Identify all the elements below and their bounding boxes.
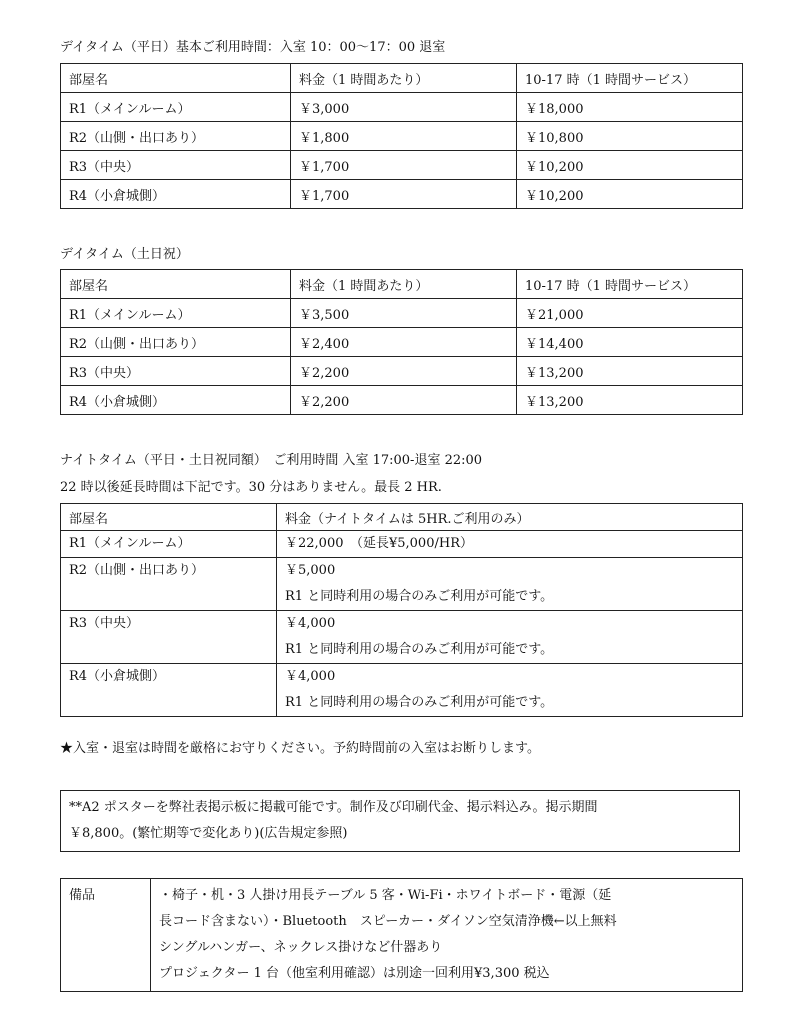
night-section-title: ナイトタイム（平日・土日祝同額） ご利用時間 入室 17:00-退室 22:00	[60, 453, 483, 468]
day-package-cell: ￥21,000	[517, 299, 743, 328]
table-row	[61, 611, 743, 664]
day-package-cell: ￥14,400	[517, 328, 743, 357]
room-name-cell: R1（メインルーム）	[61, 93, 291, 122]
table-row	[61, 93, 743, 122]
day-package-cell: ￥18,000	[517, 93, 743, 122]
room-name-cell: R1（メインルーム）	[61, 299, 291, 328]
table-row	[61, 299, 743, 328]
hourly-rate-cell: ￥3,000	[291, 93, 517, 122]
poster-notice-box	[60, 790, 740, 852]
weekday-rate-table	[60, 63, 743, 209]
room-name-cell: R3（中央）	[61, 611, 277, 664]
table-row	[61, 180, 743, 209]
table-row	[61, 357, 743, 386]
room-name-cell: R3（中央）	[61, 357, 291, 386]
entry-exit-notice: ★入室・退室は時間を厳格にお守りください。予約時間前の入室はお断りします。	[60, 741, 540, 756]
holiday-section-title: デイタイム（土日祝）	[60, 247, 189, 262]
night-section-subtitle: 22 時以後延長時間は下記です。30 分はありません。最長 2 HR.	[60, 480, 442, 495]
night-rate-cell	[277, 558, 743, 611]
holiday-rate-table	[60, 269, 743, 415]
column-header: 10-17 時（1 時間サービス）	[517, 64, 743, 93]
room-name-cell: R2（山側・出口あり）	[61, 558, 277, 611]
night-rate-price: ￥22,000 （延長¥5,000/HR）	[285, 536, 473, 551]
room-name-cell: R4（小倉城側）	[61, 386, 291, 415]
table-row	[61, 122, 743, 151]
column-header: 部屋名	[61, 270, 291, 299]
night-rate-table	[60, 503, 743, 717]
column-header: 料金（ナイトタイムは 5HR.ご利用のみ）	[277, 504, 743, 531]
weekday-section-title: デイタイム（平日）基本ご利用時間：入室 10：00～17：00 退室	[60, 40, 446, 55]
equipment-label: 備品	[61, 879, 151, 992]
table-row	[61, 328, 743, 357]
night-rate-price: ￥4,000	[285, 669, 336, 684]
night-rate-condition: R1 と同時利用の場合のみご利用が可能です。	[285, 695, 554, 710]
night-rate-price: ￥4,000	[285, 616, 336, 631]
room-name-cell: R1（メインルーム）	[61, 531, 277, 558]
night-rate-cell	[277, 611, 743, 664]
hourly-rate-cell: ￥3,500	[291, 299, 517, 328]
hourly-rate-cell: ￥2,400	[291, 328, 517, 357]
column-header: 10-17 時（1 時間サービス）	[517, 270, 743, 299]
equipment-line: シングルハンガー、ネックレス掛けなど什器あり	[159, 940, 443, 955]
night-rate-condition: R1 と同時利用の場合のみご利用が可能です。	[285, 642, 554, 657]
column-header: 料金（1 時間あたり）	[291, 270, 517, 299]
equipment-line: プロジェクター 1 台（他室利用確認）は別途一回利用¥3,300 税込	[159, 966, 550, 981]
hourly-rate-cell: ￥1,700	[291, 151, 517, 180]
room-name-cell: R3（中央）	[61, 151, 291, 180]
room-name-cell: R4（小倉城側）	[61, 664, 277, 717]
table-row	[61, 151, 743, 180]
column-header: 部屋名	[61, 64, 291, 93]
equipment-list	[151, 879, 743, 992]
night-rate-cell	[277, 531, 743, 558]
room-name-cell: R4（小倉城側）	[61, 180, 291, 209]
table-header-row	[61, 270, 743, 299]
equipment-table	[60, 878, 743, 992]
night-rate-price: ￥5,000	[285, 563, 336, 578]
day-package-cell: ￥10,200	[517, 180, 743, 209]
poster-notice-line: **A2 ポスターを弊社表掲示板に掲載可能です。制作及び印刷代金、掲示料込み。掲示期間	[69, 800, 598, 815]
column-header: 料金（1 時間あたり）	[291, 64, 517, 93]
table-header-row	[61, 64, 743, 93]
equipment-row	[61, 879, 743, 992]
day-package-cell: ￥10,200	[517, 151, 743, 180]
room-name-cell: R2（山側・出口あり）	[61, 122, 291, 151]
equipment-line: ・椅子・机・3 人掛け用長テーブル 5 客・Wi-Fi・ホワイトボード・電源（延	[159, 888, 612, 903]
poster-notice-line: ￥8,800。(繁忙期等で変化あり)(広告規定参照)	[69, 826, 348, 841]
night-rate-condition: R1 と同時利用の場合のみご利用が可能です。	[285, 589, 554, 604]
hourly-rate-cell: ￥2,200	[291, 386, 517, 415]
table-header-row	[61, 504, 743, 531]
hourly-rate-cell: ￥1,700	[291, 180, 517, 209]
table-row	[61, 558, 743, 611]
day-package-cell: ￥13,200	[517, 386, 743, 415]
night-rate-cell	[277, 664, 743, 717]
column-header: 部屋名	[61, 504, 277, 531]
hourly-rate-cell: ￥2,200	[291, 357, 517, 386]
table-row	[61, 386, 743, 415]
equipment-line: 長コード含まない）・Bluetooth スピーカー・ダイソン空気清浄機←以上無料	[159, 914, 617, 929]
table-row	[61, 664, 743, 717]
day-package-cell: ￥10,800	[517, 122, 743, 151]
table-row	[61, 531, 743, 558]
room-name-cell: R2（山側・出口あり）	[61, 328, 291, 357]
day-package-cell: ￥13,200	[517, 357, 743, 386]
hourly-rate-cell: ￥1,800	[291, 122, 517, 151]
